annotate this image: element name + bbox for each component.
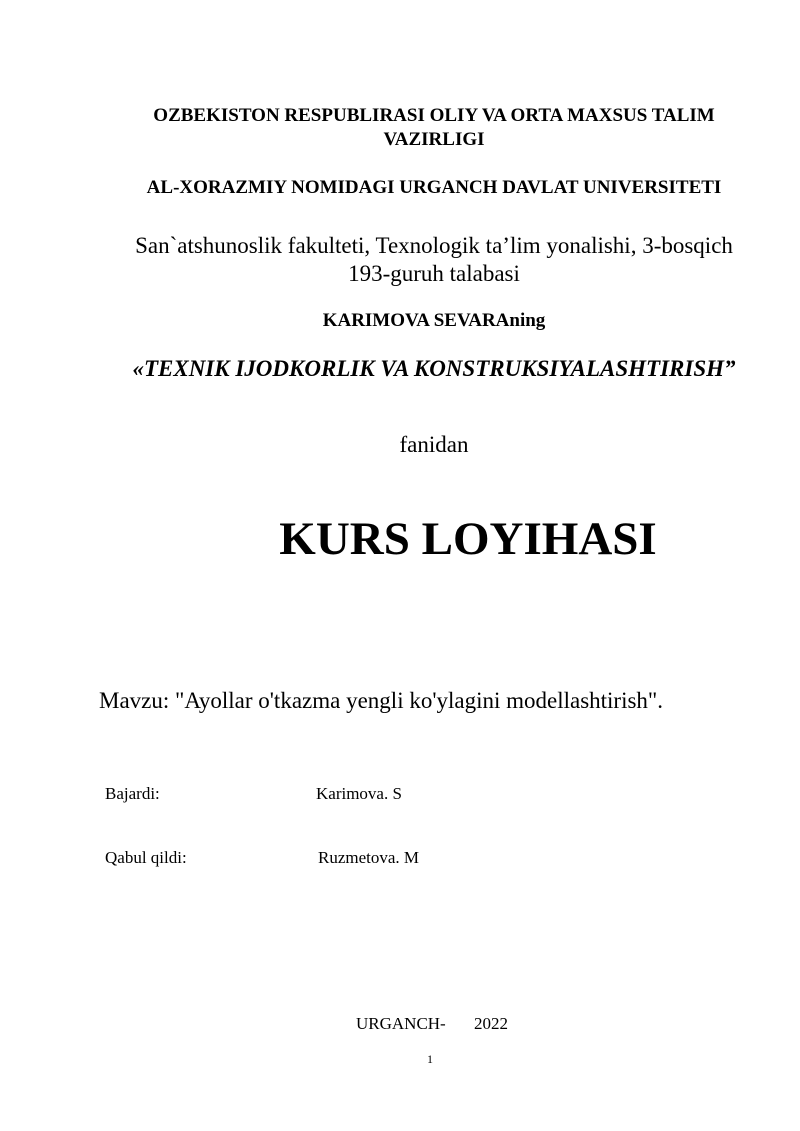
- faculty-line-2: 193-guruh talabasi: [348, 261, 520, 286]
- footer-year: 2022: [474, 1014, 508, 1033]
- faculty-info: [0, 232, 800, 288]
- accepted-by-label: Qabul qildi:: [105, 848, 187, 867]
- ministry-line-1: OZBEKISTON RESPUBLIRASI OLIY VA ORTA MAXSUS TALIM: [153, 105, 715, 126]
- done-by-label: Bajardi:: [105, 784, 160, 803]
- university-name: AL-XORAZMIY NOMIDAGI URGANCH DAVLAT UNIVERSITETI: [146, 177, 722, 198]
- accepted-by-value: Ruzmetova. M: [318, 848, 420, 867]
- fanidan-label: fanidan: [399, 432, 469, 457]
- footer-city: URGANCH-: [356, 1014, 446, 1033]
- document-title: KURS LOYIHASI: [279, 513, 657, 565]
- student-name: KARIMOVA SEVARAning: [322, 310, 546, 331]
- ministry-line-2: VAZIRLIGI: [383, 129, 485, 150]
- subject-name: «TEXNIK IJODKORLIK VA KONSTRUKSIYALASHTIRISH”: [132, 356, 736, 381]
- page-number: 1: [427, 1052, 433, 1066]
- topic-line: Mavzu: "Ayollar o'tkazma yengli ko'ylagini modellashtirish".: [99, 688, 664, 713]
- done-by-value: Karimova. S: [316, 784, 402, 803]
- ministry-heading: [0, 104, 800, 152]
- faculty-line-1: San`atshunoslik fakulteti, Texnologik ta’lim yonalishi, 3-bosqich: [135, 233, 733, 258]
